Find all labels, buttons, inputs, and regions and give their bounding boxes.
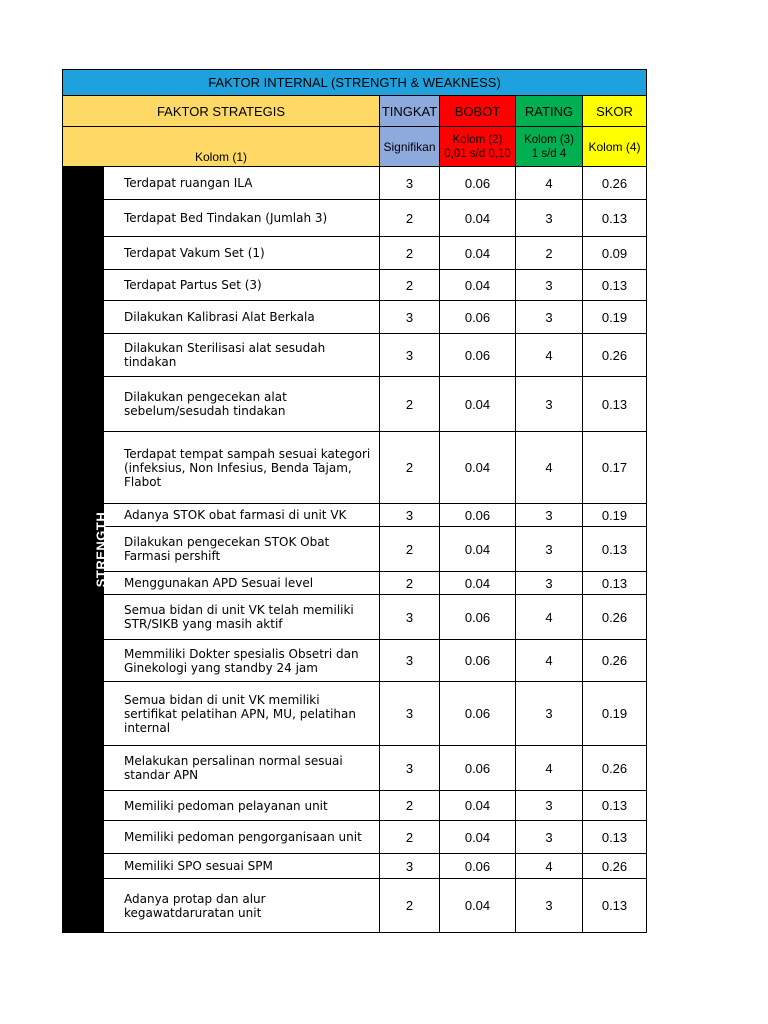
rating-value: 3 [516,504,583,527]
bobot-value: 0.04 [440,270,516,301]
subheader-kolom-1: Kolom (1) [63,127,380,167]
table-row [63,682,647,746]
factor-description: Terdapat Partus Set (3) [104,270,380,301]
factor-description: Dilakukan Kalibrasi Alat Berkala [104,301,380,334]
skor-value: 0.13 [583,527,647,572]
rating-value: 3 [516,791,583,821]
bobot-value: 0.04 [440,527,516,572]
table-row [63,504,647,527]
table-row [63,527,647,572]
header-rating: RATING [516,96,583,127]
tingkat-value: 2 [380,527,440,572]
skor-value: 0.09 [583,237,647,270]
bobot-value: 0.06 [440,854,516,879]
skor-value: 0.26 [583,334,647,377]
rating-value: 3 [516,572,583,595]
subheader-kolom-4: Kolom (4) [583,127,647,167]
factor-description: Terdapat ruangan ILA [104,167,380,200]
subheader-kolom-2 [440,127,516,167]
factor-description: Memiliki pedoman pelayanan unit [104,791,380,821]
rating-value: 4 [516,595,583,640]
skor-value: 0.13 [583,270,647,301]
subheader-kolom-2-line1: Kolom (2) [452,133,503,146]
factor-description: Dilakukan pengecekan alat sebelum/sesudah tindakan [104,377,380,432]
subheader-signifikan: Signifikan [380,127,440,167]
bobot-value: 0.06 [440,301,516,334]
subheader-kolom-3-line1: Kolom (3) [524,133,574,146]
rating-value: 3 [516,821,583,854]
rating-value: 2 [516,237,583,270]
bobot-value: 0.06 [440,504,516,527]
tingkat-value: 3 [380,301,440,334]
skor-value: 0.26 [583,595,647,640]
table-row [63,270,647,301]
factor-description: Memiliki pedoman pengorganisaan unit [104,821,380,854]
tingkat-value: 2 [380,572,440,595]
skor-value: 0.26 [583,746,647,791]
table-row [63,595,647,640]
rating-value: 4 [516,334,583,377]
tingkat-value: 3 [380,595,440,640]
factor-description: Terdapat tempat sampah sesuai kategori (infeksius, Non Infesius, Benda Tajam, Flabot [104,432,380,504]
table-row [63,791,647,821]
rating-value: 3 [516,682,583,746]
skor-value: 0.17 [583,432,647,504]
tingkat-value: 2 [380,432,440,504]
skor-value: 0.13 [583,572,647,595]
skor-value: 0.13 [583,821,647,854]
tingkat-value: 3 [380,854,440,879]
tingkat-value: 3 [380,167,440,200]
subheader-row [63,127,647,167]
factor-description: Dilakukan pengecekan STOK Obat Farmasi pershift [104,527,380,572]
header-faktor-strategis: FAKTOR STRATEGIS [63,96,380,127]
skor-value: 0.13 [583,200,647,237]
table-row [63,879,647,933]
rating-value: 3 [516,270,583,301]
rating-value: 3 [516,301,583,334]
subheader-kolom-2-line2: 0,01 s/d 0,10 [444,147,511,160]
bobot-value: 0.04 [440,821,516,854]
tingkat-value: 2 [380,200,440,237]
factor-description: Terdapat Vakum Set (1) [104,237,380,270]
factor-description: Memmiliki Dokter spesialis Obsetri dan Ginekologi yang standby 24 jam [104,640,380,682]
table-row [63,200,647,237]
table-row [63,640,647,682]
tingkat-value: 2 [380,791,440,821]
rating-value: 4 [516,854,583,879]
skor-value: 0.26 [583,854,647,879]
bobot-value: 0.04 [440,237,516,270]
subheader-kolom-3-line2: 1 s/d 4 [531,147,567,160]
tingkat-value: 2 [380,821,440,854]
table-row [63,334,647,377]
table-row [63,377,647,432]
section-label-cell [63,167,109,933]
factor-description: Melakukan persalinan normal sesuai standar APN [104,746,380,791]
header-tingkat: TINGKAT [380,96,440,127]
header-skor: SKOR [583,96,647,127]
tingkat-value: 3 [380,746,440,791]
bobot-value: 0.04 [440,432,516,504]
bobot-value: 0.06 [440,595,516,640]
bobot-value: 0.04 [440,879,516,933]
rating-value: 4 [516,640,583,682]
rating-value: 4 [516,167,583,200]
factor-description: Terdapat Bed Tindakan (Jumlah 3) [104,200,380,237]
rating-value: 3 [516,527,583,572]
rating-value: 4 [516,432,583,504]
tingkat-value: 3 [380,334,440,377]
tingkat-value: 2 [380,377,440,432]
bobot-value: 0.06 [440,334,516,377]
table-row [63,746,647,791]
title-row [63,70,647,96]
tingkat-value: 3 [380,640,440,682]
factor-description: Dilakukan Sterilisasi alat sesudah tindakan [104,334,380,377]
table-row [63,167,647,200]
factor-description: Semua bidan di unit VK telah memiliki STR/SIKB yang masih aktif [104,595,380,640]
skor-value: 0.13 [583,377,647,432]
factor-description: Adanya protap dan alur kegawatdaruratan unit [104,879,380,933]
header-row [63,96,647,127]
factor-description: Adanya STOK obat farmasi di unit VK [104,504,380,527]
table-row [63,854,647,879]
faktor-internal-table [62,69,647,933]
tingkat-value: 2 [380,270,440,301]
header-bobot: BOBOT [440,96,516,127]
skor-value: 0.19 [583,504,647,527]
tingkat-value: 2 [380,879,440,933]
rating-value: 3 [516,377,583,432]
tingkat-value: 3 [380,682,440,746]
subheader-kolom-3 [516,127,583,167]
skor-value: 0.13 [583,791,647,821]
table-title: FAKTOR INTERNAL (STRENGTH & WEAKNESS) [63,70,647,96]
table-row [63,432,647,504]
skor-value: 0.19 [583,301,647,334]
rating-value: 4 [516,746,583,791]
table-row [63,301,647,334]
rating-value: 3 [516,879,583,933]
bobot-value: 0.04 [440,791,516,821]
table-row [63,237,647,270]
bobot-value: 0.06 [440,682,516,746]
tingkat-value: 3 [380,504,440,527]
factor-description: Menggunakan APD Sesuai level [104,572,380,595]
bobot-value: 0.06 [440,746,516,791]
table-row [63,821,647,854]
factor-description: Memiliki SPO sesuai SPM [104,854,380,879]
rating-value: 3 [516,200,583,237]
skor-value: 0.26 [583,167,647,200]
bobot-value: 0.04 [440,200,516,237]
factor-description: Semua bidan di unit VK memiliki sertifikat pelatihan APN, MU, pelatihan internal [104,682,380,746]
section-label-strength: STRENGTH [93,511,109,588]
bobot-value: 0.06 [440,640,516,682]
bobot-value: 0.04 [440,572,516,595]
skor-value: 0.26 [583,640,647,682]
tingkat-value: 2 [380,237,440,270]
bobot-value: 0.04 [440,377,516,432]
bobot-value: 0.06 [440,167,516,200]
skor-value: 0.19 [583,682,647,746]
table-row [63,572,647,595]
skor-value: 0.13 [583,879,647,933]
